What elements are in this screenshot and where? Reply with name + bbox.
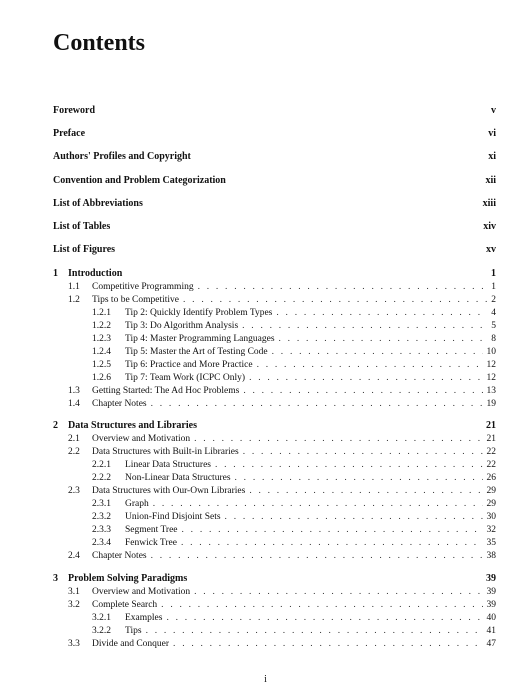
toc-subsection-1-2-1[interactable] [92,307,496,319]
toc-entry-page: 38 [486,551,496,561]
toc-leader-dots [279,333,488,345]
toc-leader-dots [242,320,487,332]
toc-entry-title: Getting Started: The Ad Hoc Problems [92,386,240,396]
toc-entry-title: Competitive Programming [92,282,194,292]
toc-entry-page: xv [486,244,496,255]
toc-entry-number: 2.3.1 [92,499,111,509]
toc-entry-abbreviations[interactable] [53,198,496,210]
toc-entry-title: Data Structures and Libraries [68,420,197,431]
toc-entry-page: 47 [486,639,496,649]
toc-entry-convention[interactable] [53,175,496,187]
toc-section-1-2[interactable] [68,294,496,306]
toc-entry-page: 41 [486,626,496,636]
toc-leader-dots [243,446,483,458]
toc-entry-page: 29 [486,486,496,496]
toc-section-3-1[interactable] [68,586,496,598]
toc-entry-list-of-figures[interactable] [53,244,496,256]
toc-entry-page: 4 [491,308,496,318]
toc-entry-number: 3.1 [68,587,80,597]
toc-entry-page: 35 [486,538,496,548]
toc-entry-page: 1 [491,282,496,292]
toc-entry-page: 19 [486,399,496,409]
toc-entry-number: 2.1 [68,434,80,444]
toc-entry-title: Complete Search [92,600,158,610]
toc-entry-foreword[interactable] [53,105,496,117]
toc-section-2-1[interactable] [68,433,496,445]
toc-leader-dots [243,385,482,397]
toc-entry-title: Graph [125,499,149,509]
toc-leader-dots [151,398,483,410]
toc-leader-dots [198,281,488,293]
toc-entry-page: 1 [491,268,496,279]
toc-entry-page: 5 [491,321,496,331]
toc-entry-title: Overview and Motivation [92,587,191,597]
toc-entry-page: 39 [486,587,496,597]
toc-chapter-2[interactable] [53,420,496,432]
toc-entry-number: 2.3 [68,486,80,496]
toc-leader-dots [225,511,483,523]
toc-entry-list-of-tables[interactable] [53,221,496,233]
toc-entry-number: 2.3.4 [92,538,111,548]
toc-entry-number: 1.3 [68,386,80,396]
toc-entry-title: List of Abbreviations [53,198,143,209]
toc-entry-page: xii [485,175,496,186]
toc-entry-title: Tip 6: Practice and More Practice [125,360,253,370]
toc-entry-title: Tip 3: Do Algorithm Analysis [125,321,239,331]
toc-entry-number: 1 [53,268,58,279]
toc-leader-dots [153,498,483,510]
toc-entry-title: Tip 4: Master Programming Languages [125,334,275,344]
toc-entry-page: 26 [486,473,496,483]
toc-entry-number: 3.3 [68,639,80,649]
toc-entry-title: Non-Linear Data Structures [125,473,231,483]
toc-subsection-2-3-3[interactable] [92,524,496,536]
toc-entry-title: Chapter Notes [92,551,147,561]
toc-section-1-4[interactable] [68,398,496,410]
toc-subsection-1-2-4[interactable] [92,346,496,358]
toc-entry-page: v [491,105,496,116]
toc-entry-page: 29 [486,499,496,509]
toc-entry-title: Tip 7: Team Work (ICPC Only) [125,373,246,383]
toc-subsection-3-2-2[interactable] [92,625,496,637]
toc-entry-page: 40 [486,613,496,623]
toc-entry-title: Tip 2: Quickly Identify Problem Types [125,308,273,318]
toc-subsection-2-2-1[interactable] [92,459,496,471]
toc-entry-page: xi [488,151,496,162]
toc-entry-title: Foreword [53,105,96,116]
toc-entry-number: 2.3.2 [92,512,111,522]
toc-entry-page: vi [488,128,496,139]
toc-entry-page: 39 [486,573,496,584]
toc-subsection-1-2-3[interactable] [92,333,496,345]
toc-leader-dots [166,612,482,624]
toc-leader-dots [173,638,482,650]
toc-entry-title: Examples [125,613,163,623]
toc-entry-title: Data Structures with Our-Own Libraries [92,486,246,496]
toc-entry-page: 21 [486,434,496,444]
toc-leader-dots [146,625,483,637]
toc-entry-number: 1.2 [68,295,80,305]
toc-entry-page: 22 [486,447,496,457]
toc-entry-title: List of Figures [53,244,116,255]
toc-entry-number: 3 [53,573,58,584]
toc-leader-dots [249,372,482,384]
toc-entry-page: xiv [483,221,496,232]
toc-entry-title: Preface [53,128,86,139]
toc-section-2-3[interactable] [68,485,496,497]
toc-entry-authors-profiles[interactable] [53,151,496,163]
toc-entry-number: 3.2.1 [92,613,111,623]
toc-entry-number: 1.2.4 [92,347,111,357]
toc-entry-number: 1.2.3 [92,334,111,344]
toc-entry-number: 1.2.1 [92,308,111,318]
toc-subsection-2-3-4[interactable] [92,537,496,549]
toc-entry-number: 2 [53,420,58,431]
toc-entry-number: 1.2.2 [92,321,111,331]
toc-entry-title: Authors' Profiles and Copyright [53,151,191,162]
toc-entry-title: Divide and Conquer [92,639,170,649]
toc-chapter-3[interactable] [53,573,496,585]
toc-entry-number: 2.2.1 [92,460,111,470]
toc-leader-dots [272,346,483,358]
toc-entry-number: 1.4 [68,399,80,409]
toc-entry-title: Segment Tree [125,525,178,535]
toc-entry-title: Tips to be Competitive [92,295,180,305]
toc-entry-title: List of Tables [53,221,111,232]
toc-leader-dots [161,599,482,611]
toc-entry-page: 10 [486,347,496,357]
toc-leader-dots [183,294,487,306]
toc-entry-title: Tips [125,626,142,636]
toc-entry-title: Union-Find Disjoint Sets [125,512,221,522]
toc-entry-number: 3.2 [68,600,80,610]
toc-leader-dots [181,537,483,549]
toc-subsection-1-2-6[interactable] [92,372,496,384]
toc-entry-title: Convention and Problem Categorization [53,175,226,186]
toc-chapter-1[interactable] [53,268,496,280]
toc-leader-dots [276,307,487,319]
toc-leader-dots [194,433,482,445]
toc-leader-dots [235,472,483,484]
toc-entry-number: 2.2 [68,447,80,457]
toc-section-2-4[interactable] [68,550,496,562]
toc-leader-dots [151,550,483,562]
toc-entry-page: 21 [486,420,496,431]
toc-entry-page: 8 [491,334,496,344]
page-number: i [264,674,267,685]
toc-entry-page: 22 [486,460,496,470]
toc-entry-number: 1.1 [68,282,80,292]
toc-section-3-3[interactable] [68,638,496,650]
toc-entry-page: xiii [482,198,496,209]
toc-entry-page: 39 [486,600,496,610]
toc-entry-title: Overview and Motivation [92,434,191,444]
toc-entry-title: Linear Data Structures [125,460,211,470]
toc-entry-page: 13 [486,386,496,396]
toc-entry-title: Chapter Notes [92,399,147,409]
toc-subsection-2-3-1[interactable] [92,498,496,510]
toc-subsection-2-3-2[interactable] [92,511,496,523]
toc-entry-page: 12 [486,360,496,370]
toc-leader-dots [257,359,483,371]
toc-entry-title: Introduction [68,268,123,279]
toc-entry-title: Problem Solving Paradigms [68,573,188,584]
toc-entry-title: Data Structures with Built-in Libraries [92,447,239,457]
toc-entry-page: 30 [486,512,496,522]
toc-section-2-2[interactable] [68,446,496,458]
toc-leader-dots [194,586,482,598]
toc-section-1-3[interactable] [68,385,496,397]
page-title: Contents [53,30,146,56]
toc-entry-number: 2.3.3 [92,525,111,535]
toc-leader-dots [215,459,483,471]
toc-subsection-1-2-2[interactable] [92,320,496,332]
toc-entry-page: 32 [486,525,496,535]
toc-entry-page: 12 [486,373,496,383]
toc-entry-number: 1.2.5 [92,360,111,370]
toc-leader-dots [182,524,483,536]
toc-entry-number: 3.2.2 [92,626,111,636]
toc-subsection-3-2-1[interactable] [92,612,496,624]
toc-entry-preface[interactable] [53,128,496,140]
toc-entry-page: 2 [491,295,496,305]
toc-subsection-2-2-2[interactable] [92,472,496,484]
toc-section-3-2[interactable] [68,599,496,611]
toc-entry-number: 2.4 [68,551,80,561]
toc-entry-number: 1.2.6 [92,373,111,383]
toc-entry-number: 2.2.2 [92,473,111,483]
toc-section-1-1[interactable] [68,281,496,293]
toc-subsection-1-2-5[interactable] [92,359,496,371]
toc-leader-dots [249,485,482,497]
toc-entry-title: Tip 5: Master the Art of Testing Code [125,347,268,357]
toc-entry-title: Fenwick Tree [125,538,177,548]
